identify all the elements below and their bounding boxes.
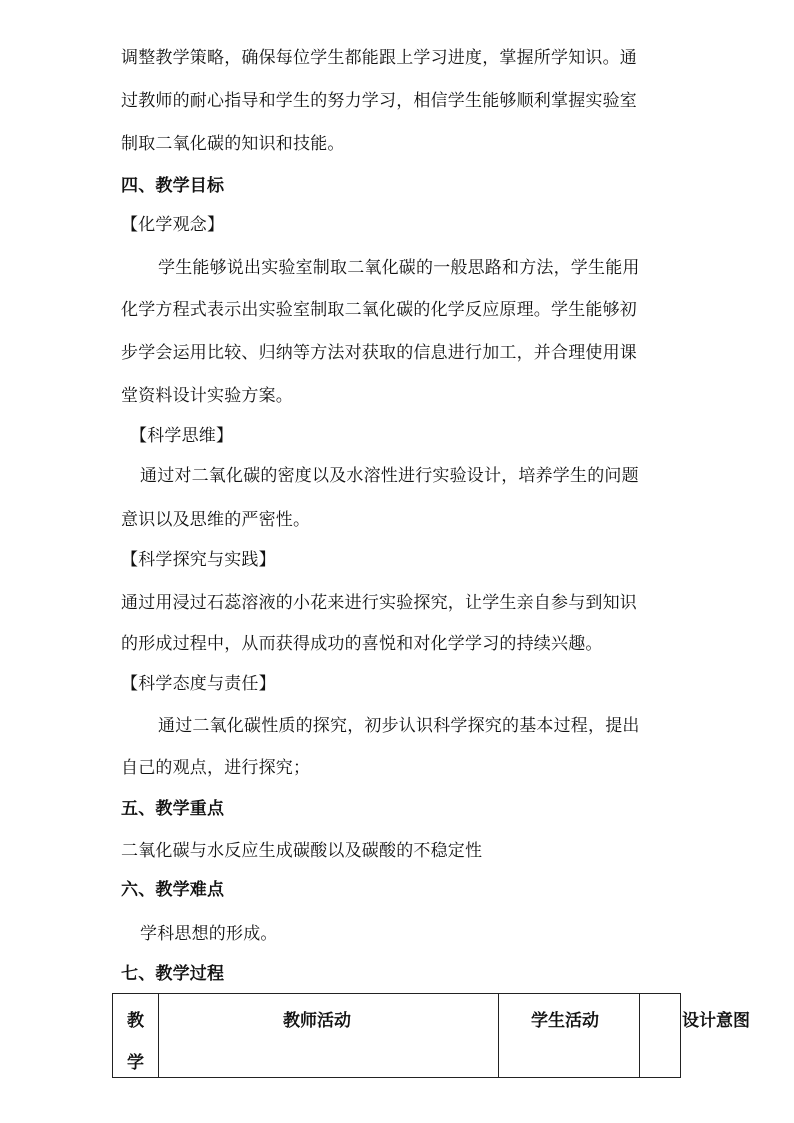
paragraph-line: 步学会运用比较、归纳等方法对获取的信息进行加工，并合理使用课 bbox=[121, 343, 637, 363]
paragraph-line: 堂资料设计实验方案。 bbox=[121, 386, 293, 406]
paragraph-line: 通过用浸过石蕊溶液的小花来进行实验探究，让学生亲自参与到知识 bbox=[121, 593, 637, 613]
table-column-teacher-activity bbox=[159, 994, 499, 1077]
paragraph-line: 学生能够说出实验室制取二氧化碳的一般思路和方法，学生能用 bbox=[158, 258, 640, 278]
table-column-student-activity bbox=[499, 994, 640, 1077]
table-cell: 学 bbox=[127, 1053, 144, 1073]
paragraph-line: 通过对二氧化碳的密度以及水溶性进行实验设计，培养学生的问题 bbox=[140, 466, 639, 486]
teaching-process-table bbox=[112, 993, 750, 1078]
subsection-title-scientific-thinking: 【科学思维】 bbox=[130, 426, 234, 446]
table-column-teaching bbox=[113, 994, 159, 1077]
subsection-title-inquiry-practice: 【科学探究与实践】 bbox=[121, 550, 276, 570]
section-heading-teaching-process: 七、教学过程 bbox=[121, 964, 225, 984]
paragraph-line: 制取二氧化碳的知识和技能。 bbox=[121, 134, 345, 154]
paragraph-line: 通过二氧化碳性质的探究，初步认识科学探究的基本过程，提出 bbox=[158, 716, 640, 736]
paragraph-line: 意识以及思维的严密性。 bbox=[121, 510, 311, 530]
section-heading-key-points: 五、教学重点 bbox=[121, 799, 225, 819]
section-heading-difficult-points: 六、教学难点 bbox=[121, 880, 225, 900]
table-header-cell: 设计意图 bbox=[682, 1011, 750, 1031]
paragraph-line: 调整教学策略，确保每位学生都能跟上学习进度，掌握所学知识。通 bbox=[121, 48, 637, 68]
paragraph-line: 过教师的耐心指导和学生的努力学习，相信学生能够顺利掌握实验室 bbox=[121, 91, 637, 111]
subsection-title-chemistry-concepts: 【化学观念】 bbox=[121, 215, 225, 235]
paragraph-line: 自己的观点，进行探究； bbox=[121, 758, 311, 778]
table-column-design-intent bbox=[640, 994, 750, 1077]
subsection-title-attitude-responsibility: 【科学态度与责任】 bbox=[121, 674, 276, 694]
section-heading-teaching-goals: 四、教学目标 bbox=[121, 176, 225, 196]
paragraph-line: 化学方程式表示出实验室制取二氧化碳的化学反应原理。学生能够初 bbox=[121, 300, 637, 320]
paragraph-line: 学科思想的形成。 bbox=[140, 924, 278, 944]
table-header-cell: 教师活动 bbox=[283, 1011, 351, 1031]
paragraph-line: 二氧化碳与水反应生成碳酸以及碳酸的不稳定性 bbox=[121, 841, 483, 861]
paragraph-line: 的形成过程中，从而获得成功的喜悦和对化学学习的持续兴趣。 bbox=[121, 634, 603, 654]
table-cell: 教 bbox=[127, 1011, 144, 1031]
table-header-cell: 学生活动 bbox=[531, 1011, 599, 1031]
